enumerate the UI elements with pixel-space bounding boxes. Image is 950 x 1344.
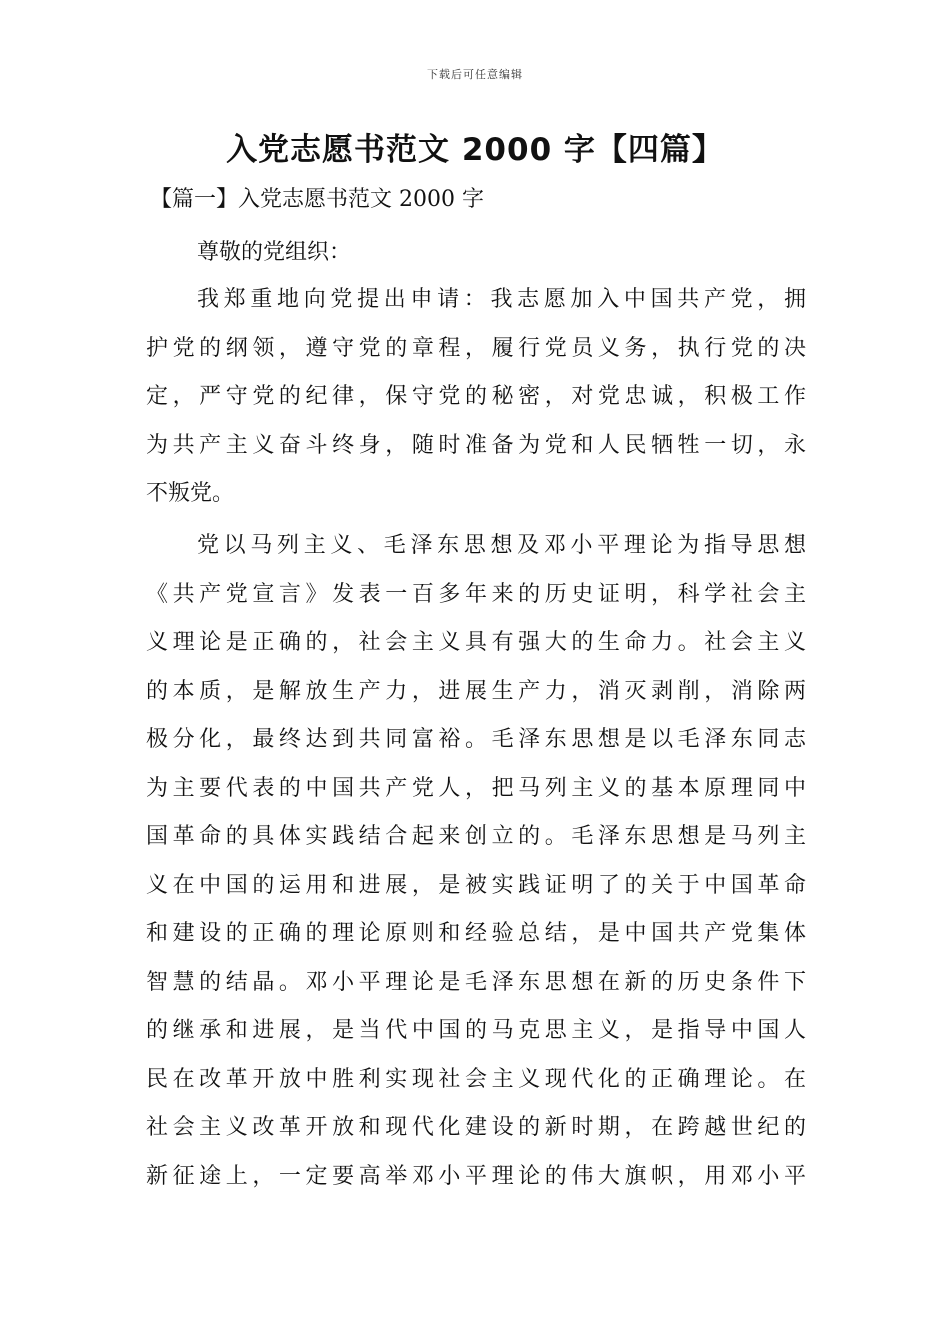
paragraph-line: 的本质，是解放生产力，进展生产力，消灭剥削，消除两 bbox=[146, 678, 806, 704]
paragraph-line: 的继承和进展，是当代中国的马克思主义，是指导中国人 bbox=[146, 1018, 806, 1043]
paragraph-line: 党以马列主义、毛泽东思想及邓小平理论为指导思想 bbox=[197, 533, 806, 558]
paragraph-line: 民在改革开放中胜利实现社会主义现代化的正确理论。在 bbox=[146, 1066, 806, 1092]
paragraph-line: 国革命的具体实践结合起来创立的。毛泽东思想是马列主 bbox=[146, 824, 806, 849]
paragraph-line: 义理论是正确的，社会主义具有强大的生命力。社会主义 bbox=[146, 630, 806, 655]
paragraph-line: 社会主义改革开放和现代化建设的新时期，在跨越世纪的 bbox=[146, 1115, 806, 1140]
section-heading: 【篇一】入党志愿书范文 2000 字 bbox=[150, 187, 484, 212]
paragraph-line: 我郑重地向党提出申请：我志愿加入中国共产党，拥 bbox=[197, 287, 806, 312]
paragraph-line: 护党的纲领，遵守党的章程，履行党员义务，执行党的决 bbox=[146, 335, 806, 361]
paragraph-line: 智慧的结晶。邓小平理论是毛泽东思想在新的历史条件下 bbox=[146, 969, 806, 995]
greeting-line: 尊敬的党组织： bbox=[197, 240, 352, 265]
paragraph-2 bbox=[146, 522, 806, 1201]
page-title: 入党志愿书范文 2000 字【四篇】 bbox=[226, 132, 724, 168]
paragraph-line: 为主要代表的中国共产党人，把马列主义的基本原理同中 bbox=[146, 775, 806, 801]
paragraph-line: 新征途上，一定要高举邓小平理论的伟大旗帜，用邓小平 bbox=[146, 1163, 806, 1189]
paragraph-line: 定，严守党的纪律，保守党的秘密，对党忠诚，积极工作 bbox=[146, 384, 806, 409]
paragraph-line: 《共产党宣言》发表一百多年来的历史证明，科学社会主 bbox=[146, 581, 806, 607]
paragraph-line: 义在中国的运用和进展，是被实践证明了的关于中国革命 bbox=[146, 872, 806, 898]
paragraph-line: 不叛党。 bbox=[146, 481, 235, 506]
paragraph-line: 为共产主义奋斗终身，随时准备为党和人民牺牲一切，永 bbox=[146, 432, 806, 458]
paragraph-1 bbox=[146, 276, 806, 519]
header-note: 下载后可任意编辑 bbox=[427, 68, 523, 81]
paragraph-line: 极分化，最终达到共同富裕。毛泽东思想是以毛泽东同志 bbox=[146, 727, 806, 752]
paragraph-line: 和建设的正确的理论原则和经验总结，是中国共产党集体 bbox=[146, 921, 806, 946]
